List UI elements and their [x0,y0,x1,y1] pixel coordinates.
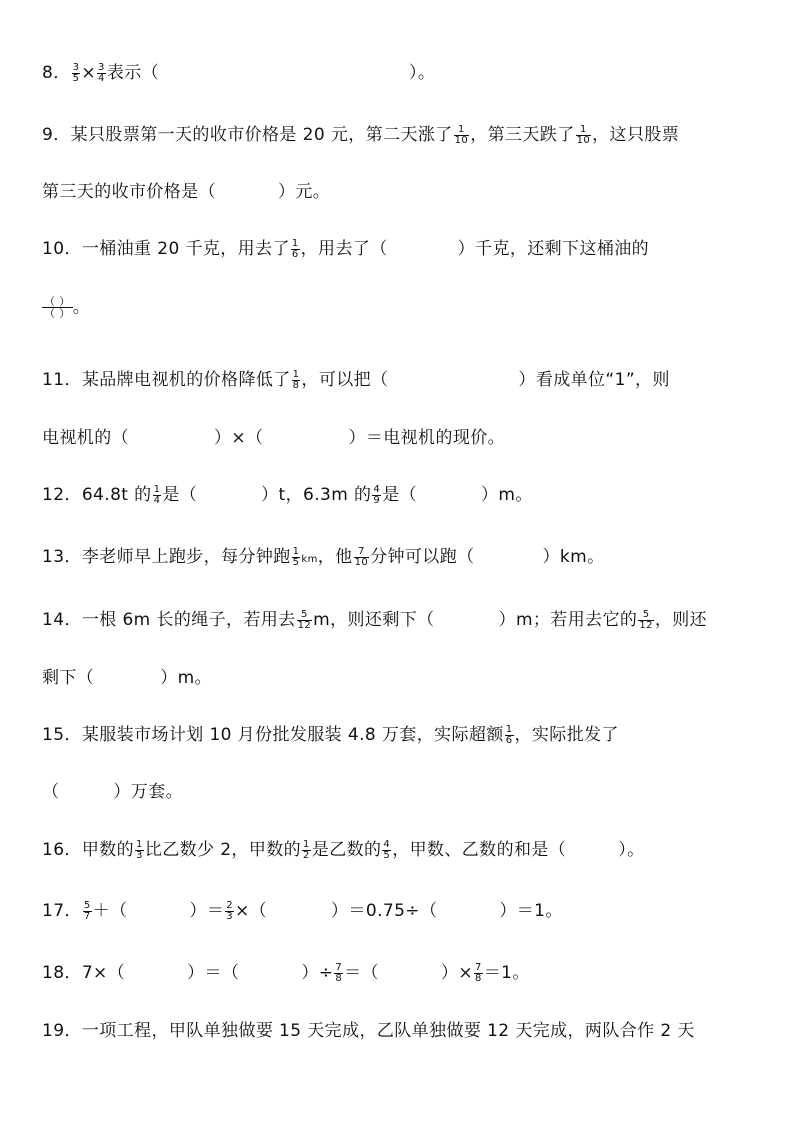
fraction: $\frac{1}{3}$ [136,838,143,861]
question-15: 15．某服装市场计划 10 月份批发服装 4.8 万套，实际超额 $\frac{1}{6}$ ，实际批发了 [42,723,619,746]
fraction: $\frac{1}{6}$ [291,237,299,260]
question-16: 16．甲数的 $\frac{1}{3}$ 比乙数少 2，甲数的 $\frac{1}{2}$ 是乙数的 $\frac{4}{5}$ ，甲数、乙数的和是（ ）。 [42,838,645,861]
question-number: 17． [42,901,82,921]
fraction: $\frac{3}{5}$ [72,61,80,84]
fraction: $\frac{5}{12}$ [639,608,653,631]
fraction: $\frac{7}{8}$ [474,961,482,984]
blank-fraction[interactable]: $\frac{( )}{( )}$ [44,295,71,320]
question-18: 18．7×（ ）＝（ ）÷ $\frac{7}{8}$ ＝（ ）× $\frac{7}{8}$ ＝1。 [42,961,530,984]
fraction: $\frac{1}{5}$ [292,545,300,568]
question-number: 14． [42,610,82,630]
question-9-cont: 第三天的收市价格是（ ）元。 [42,182,331,202]
fraction: $\frac{4}{9}$ [373,483,381,506]
question-13: 13．李老师早上跑步，每分钟跑 $\frac{1}{5}$ km，他 $\frac{7}{10}$ 分钟可以跑（ ）km。 [42,545,605,568]
question-14-cont: 剩下（ ）m。 [42,668,212,688]
fraction: $\frac{7}{8}$ [335,961,343,984]
question-11: 11．某品牌电视机的价格降低了 $\frac{1}{8}$ ，可以把（ ）看成单位“1”，则 [42,368,670,391]
question-number: 15． [42,725,82,745]
question-number: 19． [42,1021,82,1041]
fraction: $\frac{5}{12}$ [297,608,312,631]
question-17: 17． $\frac{5}{7}$ ＋（ ）＝ $\frac{2}{3}$ ×（ ）＝0.75÷（ ）＝1。 [42,899,563,922]
fraction: $\frac{1}{10}$ [576,123,591,146]
question-12: 12．64.8t 的 $\frac{1}{4}$ 是（ ）t，6.3m 的 $\frac{4}{9}$ 是（ ）m。 [42,483,533,506]
question-number: 9． [42,125,71,145]
question-number: 8． [42,63,71,83]
fraction: $\frac{1}{8}$ [292,368,300,391]
fraction: $\frac{1}{4}$ [153,483,161,506]
fraction: $\frac{5}{7}$ [83,899,91,922]
fraction: $\frac{1}{2}$ [303,838,310,861]
question-number: 12． [42,485,82,505]
question-number: 10． [42,239,82,259]
question-19: 19．一项工程，甲队单独做要 15 天完成，乙队单独做要 12 天完成，两队合作 2 天 [42,1021,695,1041]
question-number: 11． [42,370,82,390]
question-10-cont: $\frac{( )}{( )}$ 。 [44,295,91,320]
question-number: 18． [42,963,82,983]
question-14: 14．一根 6m 长的绳子，若用去 $\frac{5}{12}$ m，则还剩下（ ）m；若用去它的 $\frac{5}{12}$ ，则还 [42,608,708,631]
fraction: $\frac{2}{3}$ [226,899,233,922]
question-number: 13． [42,547,82,567]
question-8: 8． $\frac{3}{5}$ × $\frac{3}{4}$ 表示（ ）。 [42,61,436,84]
fraction: $\frac{4}{5}$ [383,838,391,861]
question-11-cont: 电视机的（ ）×（ ）＝电视机的现价。 [42,428,506,448]
question-9: 9．某只股票第一天的收市价格是 20 元，第二天涨了 $\frac{1}{10}$ ，第三天跌了 $\frac{1}{10}$ ，这只股票 [42,123,680,146]
fraction: $\frac{1}{10}$ [454,123,469,146]
fraction: $\frac{1}{6}$ [505,723,513,746]
fraction: $\frac{7}{10}$ [354,545,369,568]
fraction: $\frac{3}{4}$ [98,61,105,84]
question-number: 16． [42,840,82,860]
question-10: 10．一桶油重 20 千克，用去了 $\frac{1}{6}$ ，用去了（ ）千克，还剩下这桶油的 [42,237,650,260]
question-15-cont: （ ）万套。 [42,782,184,802]
